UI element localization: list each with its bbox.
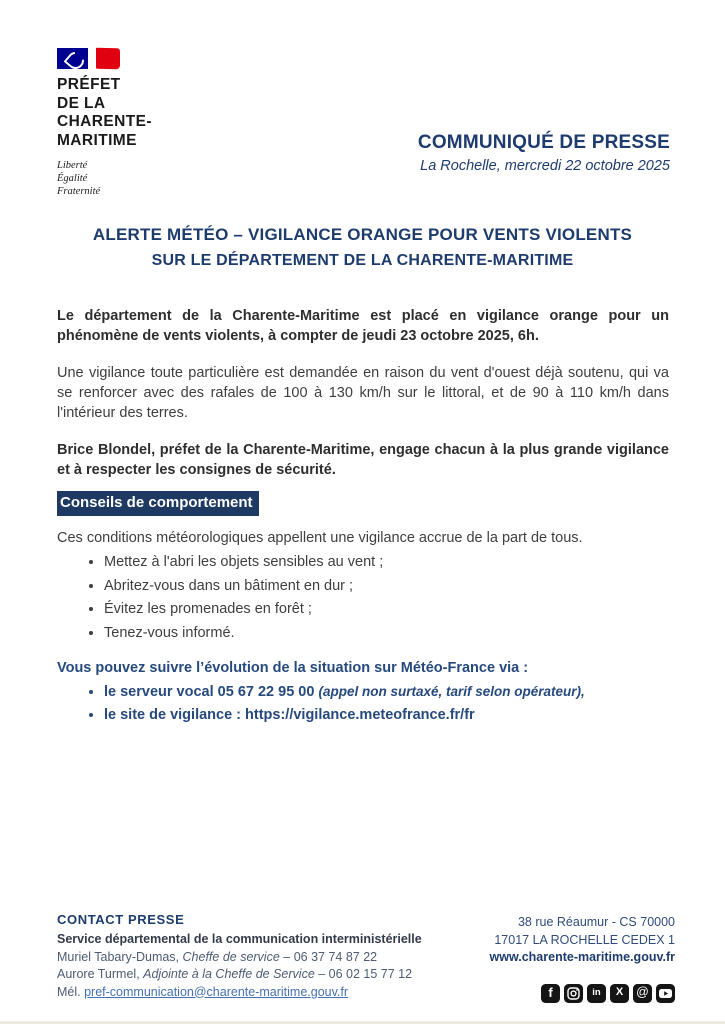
motto-line: Liberté — [57, 160, 88, 171]
meteo-intro: Vous pouvez suivre l’évolution de la situation sur Météo-France via : — [57, 659, 529, 676]
contact-phone: – 06 02 15 77 12 — [314, 967, 413, 981]
french-flag-icon — [57, 48, 277, 69]
meteo-item-phone — [104, 682, 669, 702]
paragraph-prefect-statement: Brice Blondel, préfet de la Charente-Maritime, engage chacun à la plus grande vigilance et à respecter les consignes de sécurité. — [57, 442, 669, 478]
motto-line: Égalité — [57, 173, 88, 184]
advice-item: • Tenez-vous informé. — [104, 624, 669, 643]
meteo-phone-note: (appel non surtaxé, tarif selon opérateur), — [318, 683, 585, 699]
instagram-icon[interactable] — [564, 984, 583, 1003]
contact-name: Aurore Turmel, — [57, 967, 144, 981]
advice-item: • Évitez les promenades en forêt ; — [104, 600, 669, 619]
email-line — [57, 985, 422, 999]
header — [0, 0, 725, 198]
press-email-link[interactable]: pref-communication@charente-maritime.gouv.fr — [84, 984, 349, 999]
email-label: Mél. — [57, 984, 85, 999]
prefecture-name-line: MARITIME — [57, 131, 137, 149]
prefecture-name-line: PRÉFET — [57, 76, 121, 93]
youtube-glyph — [656, 984, 675, 1003]
advice-list — [57, 553, 669, 643]
flag-red-band — [96, 48, 120, 70]
meteo-item-website — [104, 705, 669, 725]
paragraph-wind-details: Une vigilance toute particulière est demandée en raison du vent d'ouest déjà soutenu, qui va se renforcer avec des rafales de 100 à 130 km/h sur le littoral, et de 90 à 110 km/h dans l'intérieur des terres. — [57, 365, 669, 421]
prefecture-address-block — [490, 914, 675, 1003]
prefecture-logo — [57, 48, 277, 198]
prefecture-name-line: CHARENTE- — [57, 113, 152, 130]
paragraph-alert-summary: Le département de la Charente-Maritime est placé en vigilance orange pour un phénomène de vents violents, à compter de jeudi 23 octobre 2025, 6h. — [57, 308, 669, 344]
motto-line: Fraternité — [57, 186, 101, 197]
social-icons-row — [490, 984, 675, 1003]
prefecture-name-line: DE LA — [57, 94, 106, 112]
republic-motto — [57, 159, 277, 198]
advice-item: • Mettez à l'abri les objets sensibles au vent ; — [104, 553, 669, 572]
contact-phone: – 06 37 74 87 22 — [279, 949, 378, 964]
press-contact-block — [57, 912, 422, 1003]
contact-heading: CONTACT PRESSE — [57, 912, 185, 927]
advice-intro: Ces conditions météorologiques appellent une vigilance accrue de la part de tous. — [57, 530, 583, 546]
meteo-france-block — [57, 658, 669, 726]
meteo-list — [57, 682, 669, 726]
section-header-conseils: Conseils de comportement — [57, 491, 259, 516]
page-title-line2: SUR LE DÉPARTEMENT DE LA CHARENTE-MARITIME — [151, 252, 574, 269]
threads-icon[interactable]: @ — [633, 984, 652, 1003]
prefecture-website-link[interactable]: www.charente-maritime.gouv.fr — [489, 950, 675, 964]
flag-blue-band — [57, 48, 88, 69]
press-release-kicker: COMMUNIQUÉ DE PRESSE — [417, 132, 670, 153]
body-content — [0, 270, 725, 725]
facebook-icon[interactable]: f — [541, 984, 560, 1003]
prefecture-name — [57, 76, 277, 150]
contact-person — [57, 967, 422, 981]
contact-role: Cheffe de service — [182, 949, 280, 964]
contact-name: Muriel Tabary-Dumas, — [57, 949, 183, 964]
header-right — [418, 132, 670, 198]
instagram-glyph — [564, 984, 583, 1003]
advice-item: • Abritez-vous dans un bâtiment en dur ; — [104, 577, 669, 596]
youtube-icon[interactable] — [656, 984, 675, 1003]
linkedin-icon[interactable]: in — [587, 984, 606, 1003]
dateline: La Rochelle, mercredi 22 octobre 2025 — [420, 158, 670, 174]
x-icon[interactable]: X — [610, 984, 629, 1003]
meteo-vigilance-url[interactable]: le site de vigilance : https://vigilance.meteofrance.fr/fr — [104, 707, 475, 723]
contact-service: Service départemental de la communication interministérielle — [57, 932, 422, 946]
address-line: 38 rue Réaumur - CS 70000 — [517, 915, 675, 929]
contact-role: Adjointe à la Cheffe de Service — [143, 967, 315, 981]
page-title-line1: ALERTE MÉTÉO – VIGILANCE ORANGE POUR VENTS VIOLENTS — [92, 225, 633, 244]
meteo-phone-text: le serveur vocal 05 67 22 95 00 — [104, 683, 319, 700]
contact-person — [57, 950, 422, 964]
title-block — [0, 225, 725, 270]
footer — [57, 912, 675, 1003]
address-line: 17017 LA ROCHELLE CEDEX 1 — [494, 932, 675, 947]
